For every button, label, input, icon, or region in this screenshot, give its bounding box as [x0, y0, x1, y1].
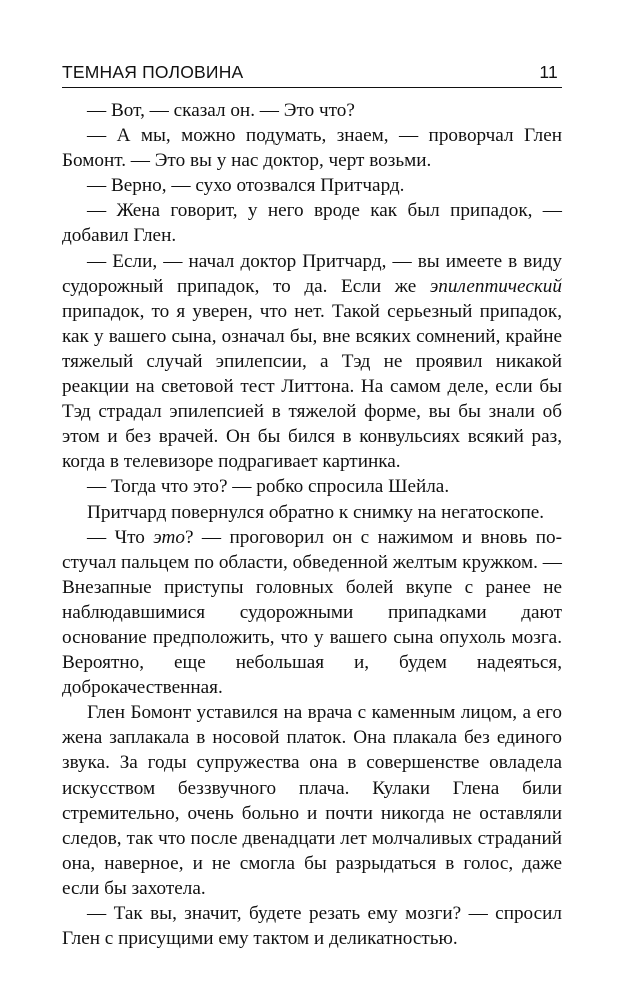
paragraph [62, 525, 562, 701]
italic-term: эпилептический [429, 275, 562, 297]
italic-term: это [153, 526, 185, 548]
paragraph: — Верно, — сухо отозвался Притчард. [87, 175, 405, 197]
text-run: — Если, — начал доктор Притчард, — вы имеете в виду судорожный припадок, то да. Если же [62, 250, 562, 297]
paragraph: Притчард повернулся обратно к снимку на негатоскопе. [87, 501, 545, 523]
text-run: — Что [87, 526, 154, 548]
paragraph: — Вот, — сказал он. — Это что? [87, 100, 355, 121]
page-number: 11 [539, 62, 558, 82]
body-text [62, 98, 562, 951]
running-header [62, 62, 562, 88]
paragraph: — Так вы, значит, будете резать ему мозги? — спросил Глен с присущими ему тактом и деликатностью. [62, 903, 562, 950]
paragraph: — А мы, можно подумать, знаем, — проворчал Глен Бомонт. — Это вы у нас доктор, черт возьми. [62, 125, 562, 172]
text-run: припадок, то я уверен, что нет. Такой серьезный припадок, как у вашего сына, означал бы, вне всяких сомнений, крайне тяжелый случай эпилепсии, а Тэд не проявил никакой реакции на световой тест Литтона. На самом деле, если бы Тэд страдал эпилепсией в тяжелой форме, вы бы знали об этом и без врачей. Он бы бился в конвульсиях всякий раз, когда в телевизоре подрагивает картинка. [62, 300, 562, 473]
paragraph: Глен Бомонт уставился на врача с каменным лицом, а его жена заплакала в носовой платок. Она плакала без единого звука. За годы супружества она в совершенстве овладела искусством беззвучного плача. Кулаки Глена били стремительно, очень больно и почти никогда не оставляли следов, так что после двенадцати лет молчаливых страданий она, наверное, и не смогла бы разрыдаться в голос, даже если бы захотела. [62, 702, 562, 899]
paragraph: — Жена говорит, у него вроде как был припадок, — добавил Глен. [62, 200, 562, 247]
book-page [62, 62, 562, 951]
book-title: ТЕМНАЯ ПОЛОВИНА [62, 62, 244, 82]
text-run: ? — проговорил он с нажимом и вновь постучал пальцем по области, обведенной желтым кружком. — Внезапные приступы головных болей вкупе с ранее не наблюдавшимися судорожными припадками дают основание предположить, что у вашего сына опухоль мозга. Вероятно, еще небольшая и, будем надеяться, доброкачественная. [62, 526, 562, 699]
paragraph: — Тогда что это? — робко спросила Шейла. [87, 476, 450, 498]
paragraph [62, 249, 562, 475]
